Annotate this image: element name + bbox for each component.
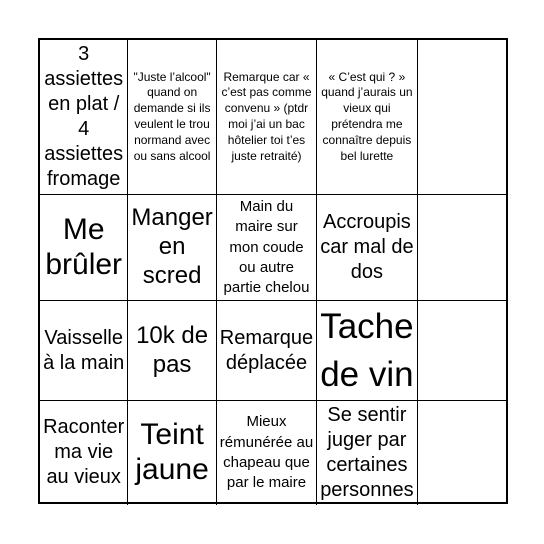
bingo-cell-text: Remarque déplacée <box>219 326 314 374</box>
bingo-cell-text: Vaisselle à la main <box>43 326 125 374</box>
bingo-cell-r4c3[interactable] <box>217 401 317 505</box>
bingo-cell-r3c5[interactable] <box>418 301 506 401</box>
bingo-cell-text: Se sentir juger par certaines personnes <box>320 403 414 501</box>
bingo-cell-text: Raconter ma vie au vieux <box>43 416 125 489</box>
bingo-cell-r3c3[interactable] <box>217 301 317 401</box>
bingo-cell-r2c5[interactable] <box>418 195 506 301</box>
bingo-cell-text: 10k de pas <box>136 321 209 378</box>
bingo-cell-text: Tache de vin <box>320 307 414 394</box>
bingo-cell-r2c1[interactable] <box>40 195 128 301</box>
bingo-cell-r1c4[interactable] <box>317 40 417 195</box>
bingo-cell-text: 3 assiettes en plat / 4 assiettes fromage <box>44 43 124 190</box>
bingo-cell-text: Teint jaune <box>135 418 209 486</box>
bingo-cell-r3c4[interactable] <box>317 301 417 401</box>
bingo-cell-text: Main du maire sur mon coude ou autre partie chelou <box>223 198 310 296</box>
bingo-cell-r4c2[interactable] <box>128 401 216 505</box>
bingo-cell-text: Accroupis car mal de dos <box>320 211 414 284</box>
bingo-board <box>38 38 508 504</box>
bingo-cell-r1c5[interactable] <box>418 40 506 195</box>
bingo-cell-r2c3[interactable] <box>217 195 317 301</box>
bingo-cell-r1c1[interactable] <box>40 40 128 195</box>
bingo-cell-r2c2[interactable] <box>128 195 216 301</box>
bingo-cell-text: Me brûler <box>45 213 123 281</box>
bingo-cell-r2c4[interactable] <box>317 195 417 301</box>
bingo-cell-r3c1[interactable] <box>40 301 128 401</box>
bingo-cell-text: Manger en scred <box>131 204 213 290</box>
bingo-cell-r4c1[interactable] <box>40 401 128 505</box>
bingo-cell-text: Remarque car « c’est pas comme convenu » (ptdr moi j’ai un bac hôtelier toi t’es juste retraité) <box>221 69 312 163</box>
bingo-cell-text: Mieux rémunérée au chapeau que par le maire <box>219 413 314 491</box>
bingo-cell-text: « C’est qui ? » quand j’aurais un vieux qui prétendra me connaître depuis bel lurette <box>321 69 413 163</box>
bingo-cell-r4c5[interactable] <box>418 401 506 505</box>
bingo-cell-r1c3[interactable] <box>217 40 317 195</box>
bingo-cell-r3c2[interactable] <box>128 301 216 401</box>
bingo-cell-text: "Juste l’alcool" quand on demande si ils veulent le trou normand avec ou sans alcool <box>133 69 211 163</box>
bingo-cell-r4c4[interactable] <box>317 401 417 505</box>
bingo-cell-r1c2[interactable] <box>128 40 216 195</box>
